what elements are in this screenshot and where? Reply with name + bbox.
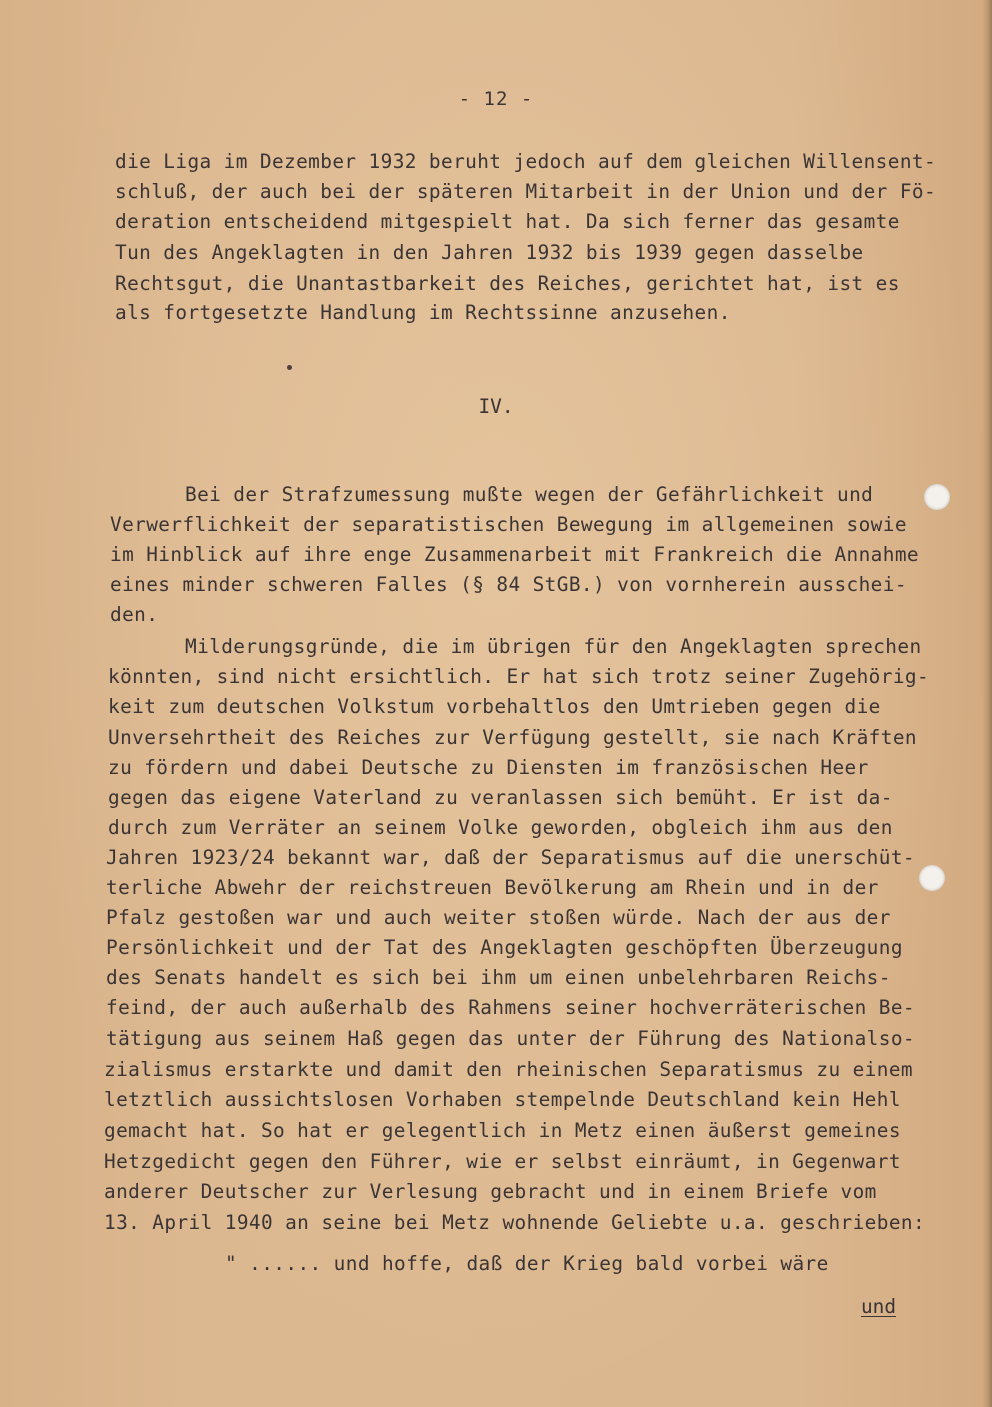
text-line: Jahren 1923/24 bekannt war, daß der Separatismus auf die unerschüt-	[106, 846, 915, 869]
text-line: schluß, der auch bei der späteren Mitarbeit in der Union und der Fö-	[115, 180, 937, 203]
text-line: zu fördern und dabei Deutsche zu Diensten im französischen Heer	[108, 756, 869, 779]
text-line: die Liga im Dezember 1932 beruht jedoch auf dem gleichen Willensent-	[115, 150, 937, 173]
text-line: gegen das eigene Vaterland zu veranlassen sich bemüht. Er ist da-	[108, 786, 893, 809]
text-line: 13. April 1940 an seine bei Metz wohnende Geliebte u.a. geschrieben:	[104, 1211, 926, 1234]
section-heading: IV.	[478, 395, 514, 418]
text-line: den.	[110, 603, 159, 626]
text-line: feind, der auch außerhalb des Rahmens seiner hochverräterischen Be-	[106, 996, 915, 1019]
text-line: durch zum Verräter an seinem Volke geworden, obgleich ihm aus den	[108, 816, 893, 839]
page-number: - 12 -	[458, 88, 534, 110]
text-line: im Hinblick auf ihre enge Zusammenarbeit mit Frankreich die Annahme	[110, 543, 919, 566]
text-line: zialismus erstarkte und damit den rheinischen Separatismus zu einem	[104, 1058, 913, 1081]
text-line: Unversehrtheit des Reiches zur Verfügung gestellt, sie nach Kräften	[108, 726, 917, 749]
text-line: als fortgesetzte Handlung im Rechtssinne anzusehen.	[115, 301, 731, 324]
page-edge-shadow	[982, 0, 992, 1407]
text-line: anderer Deutscher zur Verlesung gebracht und in einem Briefe vom	[104, 1180, 877, 1203]
text-line: deration entscheidend mitgespielt hat. Da sich ferner das gesamte	[115, 210, 900, 233]
text-line: keit zum deutschen Volkstum vorbehaltlos den Umtrieben gegen die	[108, 695, 881, 718]
catchword: und	[861, 1295, 897, 1318]
text-line: Tun des Angeklagten in den Jahren 1932 bis 1939 gegen dasselbe	[115, 241, 864, 264]
text-line: könnten, sind nicht ersichtlich. Er hat sich trotz seiner Zugehörig-	[108, 665, 930, 688]
text-line: Pfalz gestoßen war und auch weiter stoßen würde. Nach der aus der	[106, 906, 891, 929]
text-line: Verwerflichkeit der separatistischen Bewegung im allgemeinen sowie	[110, 513, 907, 536]
text-line: letztlich aussichtslosen Vorhaben stempelnde Deutschland kein Hehl	[104, 1088, 901, 1111]
text-line: Persönlichkeit und der Tat des Angeklagten geschöpften Überzeugung	[106, 936, 903, 959]
punch-hole-bottom	[919, 865, 945, 891]
text-line: terliche Abwehr der reichstreuen Bevölkerung am Rhein und in der	[106, 876, 879, 899]
text-line: Rechtsgut, die Unantastbarkeit des Reiches, gerichtet hat, ist es	[115, 272, 900, 295]
text-line: Milderungsgründe, die im übrigen für den Angeklagten sprechen	[185, 635, 922, 658]
ink-mark	[287, 365, 292, 370]
text-line: Hetzgedicht gegen den Führer, wie er selbst einräumt, in Gegenwart	[104, 1150, 901, 1173]
text-line: des Senats handelt es sich bei ihm um einen unbelehrbaren Reichs-	[106, 966, 891, 989]
quote-line: " ...... und hoffe, daß der Krieg bald vorbei wäre	[225, 1252, 829, 1275]
text-line: eines minder schweren Falles (§ 84 StGB.) von vornherein ausschei-	[110, 573, 907, 596]
text-line: gemacht hat. So hat er gelegentlich in Metz einen äußerst gemeines	[104, 1119, 901, 1142]
text-line: Bei der Strafzumessung mußte wegen der Gefährlichkeit und	[185, 483, 874, 506]
punch-hole-top	[924, 484, 950, 510]
text-line: tätigung aus seinem Haß gegen das unter der Führung des Nationalso-	[106, 1027, 915, 1050]
